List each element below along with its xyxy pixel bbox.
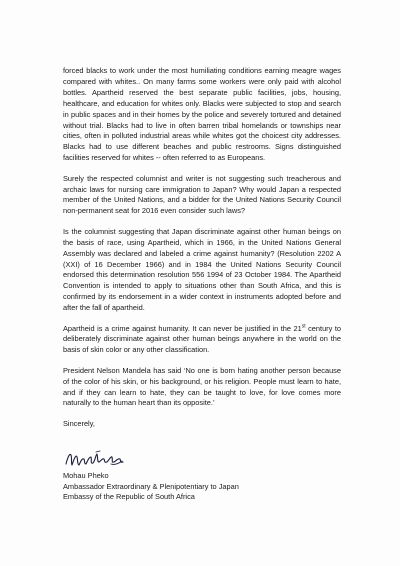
signature-block xyxy=(63,471,239,503)
paragraph-un-resolutions: Is the columnist suggesting that Japan discriminate against other human beings on the basis of race, using Apartheid, which in 1966, in the United Nations General Assembly was declared and labeled a crime against humanity? (Resolution 2202 A (XXI) of 16 December 1966) and in 1984 the United Nations Security Council endorsed this determination resolution 556 1994 of 23 October 1984. The Apartheid Convention is intended to apply to situations other than South Africa, and this is confirmed by its endorsement in a wider context in instruments adopted before and after the fall of apartheid. xyxy=(63,226,341,313)
paragraph-crime-against-humanity xyxy=(63,324,341,357)
paragraph-text-end: century to deliberately discriminate against other human beings anywhere in the world on the basis of skin color or any other classification. xyxy=(63,323,341,355)
letter-body xyxy=(63,66,341,430)
closing-salutation: Sincerely, xyxy=(63,418,95,428)
ordinal-suffix: st xyxy=(301,323,306,330)
paragraph-text-start: Apartheid is a crime against humanity. It can never be justified in the 21 xyxy=(63,323,302,333)
paragraph-nursing-care-question: Surely the respected columnist and writer is not suggesting such treacherous and archaic laws for nursing care immigration to Japan? Why would Japan a respected member of the United Nations, and a bidder for the United Nations Security Council non-permanent seat for 2016 even consider such laws? xyxy=(63,173,341,216)
paragraph-mandela-quote: President Nelson Mandela has said ‘No one is born hating another person because of the color of his skin, or his background, or his religion. People must learn to hate, and if they can learn to hate, they can be taught to love, for love comes more naturally to the human heart than its opposite.’ xyxy=(63,365,341,408)
handwritten-signature xyxy=(64,448,134,472)
signatory-organization: Embassy of the Republic of South Africa xyxy=(63,492,195,501)
signatory-name: Mohau Pheko xyxy=(63,471,109,480)
paragraph-apartheid-conditions: forced blacks to work under the most humiliating conditions earning meagre wages compared with whites.. On many farms some workers were only paid with alcohol bottles. Apartheid reserved the best separate public facilities, jobs, housing, healthcare, and education for whites only. Blacks were subjected to stop and search in public spaces and in their homes by the police and severely tortured and detained without trial. Blacks had to live in often barren tribal homelands or townships near cities, often in polluted industrial areas while whites got the choicest city addresses. Blacks had to use different beaches and public restrooms. Signs distinguished facilities reserved for whites -- often referred to as Europeans. xyxy=(63,66,341,163)
signatory-title: Ambassador Extraordinary & Plenipotentiary to Japan xyxy=(63,481,239,491)
